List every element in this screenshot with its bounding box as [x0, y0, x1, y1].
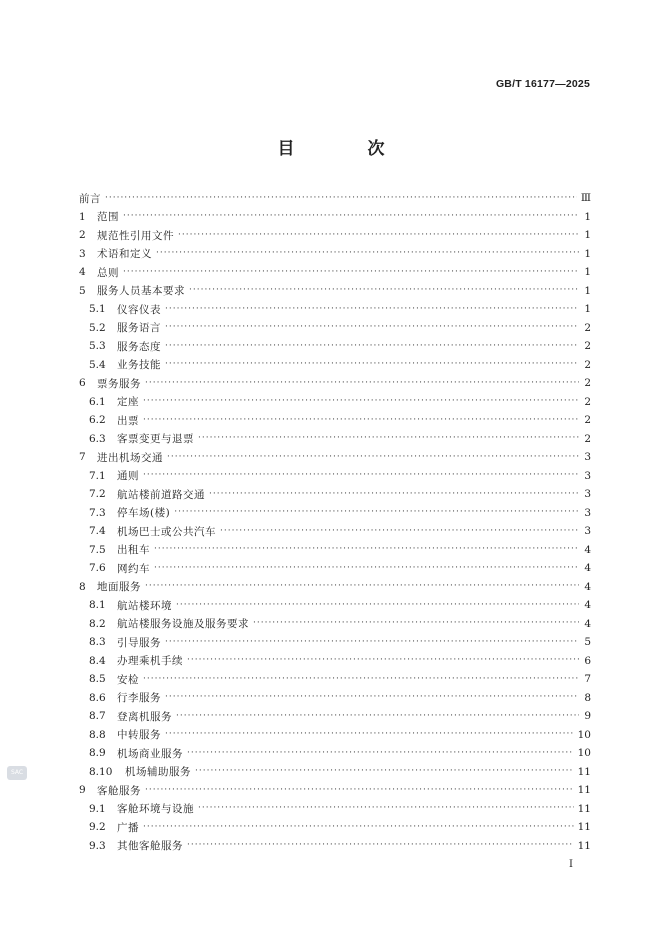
toc-entry-page: 3 [584, 506, 591, 519]
toc-entry-label: 广播 [117, 821, 139, 834]
toc-entry-page: 4 [584, 599, 591, 612]
toc-leader-dots [167, 453, 579, 462]
toc-entry[interactable] [79, 800, 591, 819]
toc-leader-dots [174, 508, 579, 517]
toc-entry-number: 3 [79, 247, 86, 260]
toc-entry-number: 8.2 [89, 617, 106, 630]
toc-entry-label: 范围 [97, 211, 119, 224]
toc-entry-number: 7 [79, 451, 86, 464]
toc-entry-label: 停车场(楼) [117, 507, 171, 520]
toc-entry-label: 进出机场交通 [97, 451, 163, 464]
toc-entry[interactable] [79, 670, 591, 689]
page-title: 目 次 [277, 139, 413, 159]
toc-entry-label: 航站楼环境 [117, 599, 172, 612]
toc-entry-number: 8 [79, 580, 86, 593]
toc-entry[interactable] [79, 319, 591, 338]
toc-entry-page: 2 [584, 358, 591, 371]
toc-entry-page: 1 [584, 229, 591, 242]
toc-entry-label: 机场辅助服务 [125, 766, 191, 779]
toc-entry[interactable] [79, 208, 591, 227]
toc-entry[interactable] [79, 541, 591, 560]
toc-entry-page: 3 [584, 451, 591, 464]
toc-entry-page: 10 [577, 728, 591, 741]
toc-leader-dots [145, 379, 579, 388]
toc-entry-page: 2 [584, 321, 591, 334]
toc-entry-number: 8.7 [89, 710, 106, 723]
toc-leader-dots [156, 249, 579, 258]
toc-entry-label: 通则 [117, 470, 139, 483]
toc-entry[interactable] [79, 763, 591, 782]
toc-entry[interactable] [79, 652, 591, 671]
toc-leader-dots [165, 323, 579, 332]
toc-entry-label: 机场商业服务 [117, 747, 183, 760]
toc-entry-page: 8 [584, 691, 591, 704]
toc-entry-label: 客票变更与退票 [117, 433, 194, 446]
toc-entry-label: 安检 [117, 673, 139, 686]
toc-leader-dots [123, 268, 579, 277]
toc-entry[interactable] [79, 393, 591, 412]
toc-entry[interactable] [79, 707, 591, 726]
toc-entry[interactable] [79, 411, 591, 430]
toc-entry-number: 1 [79, 210, 86, 223]
toc-entry-number: 9.1 [89, 802, 106, 815]
toc-entry[interactable] [79, 226, 591, 245]
toc-entry-label: 客舱服务 [97, 784, 141, 797]
toc-entry[interactable] [79, 578, 591, 597]
toc-entry-number: 8.6 [89, 691, 106, 704]
toc-entry-page: 1 [584, 266, 591, 279]
toc-entry[interactable] [79, 374, 591, 393]
toc-entry-page: 11 [577, 839, 591, 852]
toc-entry-number: 6.1 [89, 395, 106, 408]
toc-entry[interactable] [79, 615, 591, 634]
toc-entry-page: 1 [584, 284, 591, 297]
toc-entry-label: 办理乘机手续 [117, 655, 183, 668]
toc-entry[interactable] [79, 522, 591, 541]
toc-entry[interactable] [79, 430, 591, 449]
toc-entry[interactable] [79, 818, 591, 837]
toc-entry-number: 9 [79, 784, 86, 797]
toc-entry-number: 8.8 [89, 728, 106, 741]
toc-entry-page: 1 [584, 210, 591, 223]
toc-leader-dots [198, 434, 579, 443]
toc-entry-page: 2 [584, 395, 591, 408]
toc-entry-page: 3 [584, 525, 591, 538]
toc-entry-page: 4 [584, 543, 591, 556]
table-of-contents [79, 189, 591, 855]
toc-entry-page: 11 [577, 802, 591, 815]
toc-entry[interactable] [79, 485, 591, 504]
toc-entry-page: 2 [584, 377, 591, 390]
toc-entry-label: 出票 [117, 414, 139, 427]
toc-entry-label: 航站楼前道路交通 [117, 488, 205, 501]
toc-leader-dots [178, 231, 579, 240]
toc-leader-dots [209, 490, 579, 499]
toc-entry[interactable] [79, 559, 591, 578]
toc-entry-page: 4 [584, 562, 591, 575]
toc-entry-label: 仪容仪表 [117, 303, 161, 316]
toc-entry-number: 7.5 [89, 543, 106, 556]
toc-leader-dots [143, 675, 579, 684]
toc-leader-dots [195, 767, 574, 776]
toc-entry-label: 服务人员基本要求 [97, 285, 185, 298]
toc-entry[interactable] [79, 263, 591, 282]
toc-entry-page: 4 [584, 617, 591, 630]
toc-entry-label: 中转服务 [117, 729, 161, 742]
toc-entry-number: 7.6 [89, 562, 106, 575]
toc-leader-dots [165, 638, 579, 647]
toc-leader-dots [165, 360, 579, 369]
toc-entry[interactable] [79, 633, 591, 652]
toc-entry[interactable] [79, 837, 591, 856]
toc-entry-number: 4 [79, 266, 86, 279]
toc-leader-dots [143, 397, 579, 406]
toc-leader-dots [176, 601, 579, 610]
toc-leader-dots [198, 804, 574, 813]
toc-entry[interactable] [79, 356, 591, 375]
toc-leader-dots [189, 286, 579, 295]
toc-leader-dots [165, 305, 579, 314]
toc-entry-label: 地面服务 [97, 581, 141, 594]
toc-entry-label: 客舱环境与设施 [117, 803, 194, 816]
toc-entry[interactable] [79, 337, 591, 356]
toc-entry-page: 10 [577, 747, 591, 760]
toc-entry-page: 2 [584, 432, 591, 445]
toc-entry-number: 7.3 [89, 506, 106, 519]
toc-entry-number: 8.3 [89, 636, 106, 649]
toc-entry-number: 7.4 [89, 525, 106, 538]
toc-leader-dots [165, 693, 579, 702]
toc-entry-label: 规范性引用文件 [97, 229, 174, 242]
toc-entry-page: 2 [584, 340, 591, 353]
toc-leader-dots [154, 545, 579, 554]
toc-entry-label: 行李服务 [117, 692, 161, 705]
toc-entry[interactable] [79, 245, 591, 264]
toc-entry-label: 术语和定义 [97, 248, 152, 261]
toc-entry-number: 8.10 [89, 765, 113, 778]
standard-code: GB/T 16177—2025 [495, 78, 590, 90]
toc-entry-page: 3 [584, 488, 591, 501]
toc-entry[interactable] [79, 781, 591, 800]
toc-entry-label: 航站楼服务设施及服务要求 [117, 618, 249, 631]
toc-entry-label: 票务服务 [97, 377, 141, 390]
toc-entry-label: 引导服务 [117, 636, 161, 649]
toc-entry-page: 9 [584, 710, 591, 723]
toc-entry-number: 9.2 [89, 821, 106, 834]
toc-entry-number: 5.2 [89, 321, 106, 334]
toc-entry-label: 服务态度 [117, 340, 161, 353]
toc-entry-number: 8.4 [89, 654, 106, 667]
toc-leader-dots [105, 194, 577, 203]
toc-entry-page: 1 [584, 247, 591, 260]
toc-entry-label: 登离机服务 [117, 710, 172, 723]
toc-leader-dots [145, 786, 574, 795]
toc-entry-page: 11 [577, 821, 591, 834]
page-number: I [569, 859, 573, 870]
toc-entry-number: 7.1 [89, 469, 106, 482]
toc-entry-number: 6.3 [89, 432, 106, 445]
toc-entry-label: 前言 [79, 192, 101, 205]
toc-entry[interactable] [79, 744, 591, 763]
toc-entry[interactable] [79, 189, 591, 208]
toc-entry-number: 5.3 [89, 340, 106, 353]
toc-entry-page: 6 [584, 654, 591, 667]
toc-leader-dots [143, 416, 579, 425]
toc-entry-page: 1 [584, 303, 591, 316]
toc-leader-dots [176, 712, 579, 721]
toc-entry-page: 11 [577, 784, 591, 797]
toc-leader-dots [220, 527, 579, 536]
toc-entry-label: 服务语言 [117, 322, 161, 335]
toc-leader-dots [143, 471, 579, 480]
toc-entry-page: 5 [584, 636, 591, 649]
toc-entry-label: 机场巴士或公共汽车 [117, 525, 216, 538]
sac-watermark-logo: SAC [7, 766, 27, 780]
toc-entry-number: 9.3 [89, 839, 106, 852]
toc-entry[interactable] [79, 300, 591, 319]
toc-entry-number: 2 [79, 229, 86, 242]
toc-entry[interactable] [79, 448, 591, 467]
toc-leader-dots [123, 212, 579, 221]
toc-leader-dots [145, 582, 579, 591]
toc-leader-dots [143, 823, 574, 832]
toc-entry-number: 5.1 [89, 303, 106, 316]
toc-entry-number: 7.2 [89, 488, 106, 501]
toc-entry[interactable] [79, 504, 591, 523]
toc-entry[interactable] [79, 689, 591, 708]
toc-entry[interactable] [79, 282, 591, 301]
toc-entry[interactable] [79, 467, 591, 486]
toc-entry-number: 5.4 [89, 358, 106, 371]
toc-leader-dots [187, 841, 574, 850]
toc-entry-number: 6 [79, 377, 86, 390]
toc-leader-dots [154, 564, 579, 573]
toc-entry-number: 8.1 [89, 599, 106, 612]
toc-entry-label: 网约车 [117, 562, 150, 575]
toc-entry-number: 8.9 [89, 747, 106, 760]
toc-leader-dots [165, 342, 579, 351]
toc-entry[interactable] [79, 596, 591, 615]
toc-entry-label: 总则 [97, 266, 119, 279]
toc-entry-number: 8.5 [89, 673, 106, 686]
toc-leader-dots [187, 749, 574, 758]
toc-entry[interactable] [79, 726, 591, 745]
toc-entry-label: 其他客舱服务 [117, 840, 183, 853]
toc-entry-label: 定座 [117, 396, 139, 409]
toc-entry-label: 出租车 [117, 544, 150, 557]
toc-leader-dots [187, 656, 579, 665]
toc-entry-page: 4 [584, 580, 591, 593]
toc-entry-page: 2 [584, 414, 591, 427]
toc-entry-page: 11 [577, 765, 591, 778]
toc-entry-label: 业务技能 [117, 359, 161, 372]
toc-leader-dots [253, 619, 579, 628]
toc-leader-dots [165, 730, 574, 739]
toc-entry-page: 7 [584, 673, 591, 686]
toc-entry-number: 5 [79, 284, 86, 297]
toc-entry-number: 6.2 [89, 414, 106, 427]
toc-entry-page: Ⅲ [580, 192, 591, 205]
toc-entry-page: 3 [584, 469, 591, 482]
